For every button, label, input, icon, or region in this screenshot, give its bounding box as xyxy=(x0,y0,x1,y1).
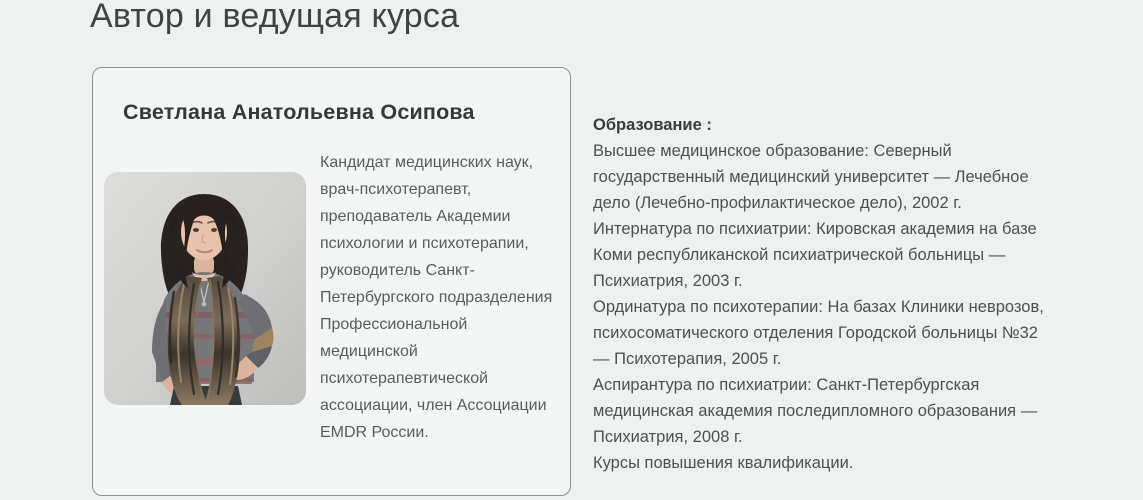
author-description: Кандидат медицинских наук, врач-психотерапевт, преподаватель Академии психологии и психотерапии, руководитель Санкт-Петербургского подразделения Профессиональной медицинской психотерапевтической ассоциации, член Ассоциации EMDR России. xyxy=(320,154,553,441)
education-heading: Образование : xyxy=(593,116,712,134)
education-item: Интернатура по психиатрии: Кировская академия на базе Коми республиканской психиатрической больницы — Психиатрия, 2003 г. xyxy=(593,220,1037,290)
page-title: Автор и ведущая курса xyxy=(90,0,460,35)
education-item: Аспирантура по психиатрии: Санкт-Петербургская медицинская академия последипломного образования — Психиатрия, 2008 г. xyxy=(593,376,1038,446)
education-item: Курсы повышения квалификации. xyxy=(593,454,854,472)
author-card xyxy=(92,67,571,496)
author-photo xyxy=(104,172,306,405)
education-item: Ординатура по психотерапии: На базах Клиники неврозов, психосоматического отделения Городской больницы №32 — Психотерапия, 2005 г. xyxy=(593,298,1044,368)
author-name: Светлана Анатольевна Осипова xyxy=(123,100,475,124)
education-item: Высшее медицинское образование: Северный государственный медицинский университет — Лечебное дело (Лечебно-профилактическое дело), 2002 г. xyxy=(593,142,1029,212)
education-section xyxy=(593,112,1055,476)
